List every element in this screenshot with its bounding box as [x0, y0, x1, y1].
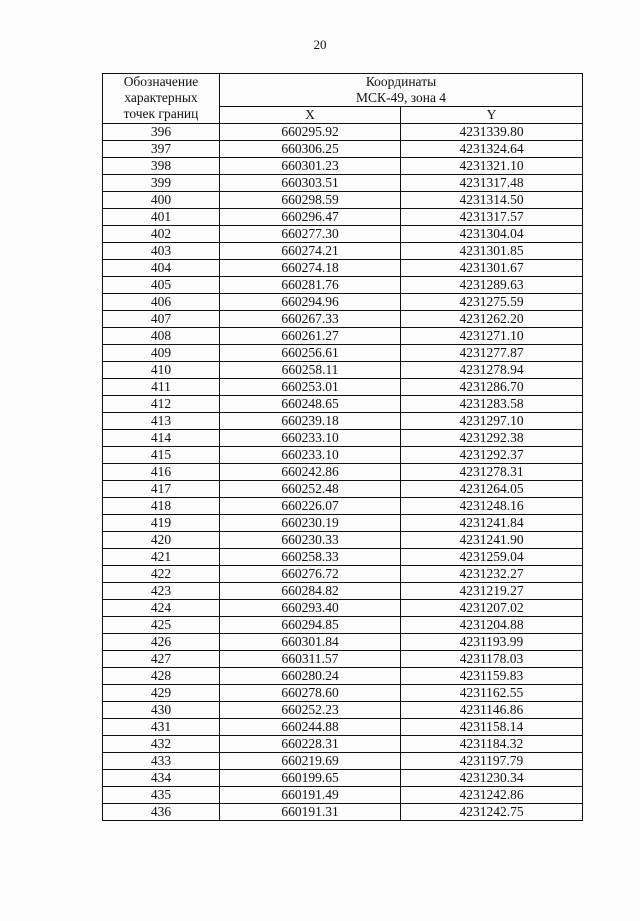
y-coordinate-cell: 4231283.58	[401, 396, 583, 413]
y-coordinate-cell: 4231178.03	[401, 651, 583, 668]
y-coordinate-cell: 4231158.14	[401, 719, 583, 736]
point-number-cell: 409	[103, 345, 220, 362]
y-coordinate-cell: 4231324.64	[401, 141, 583, 158]
y-coordinate-cell: 4231242.75	[401, 804, 583, 821]
x-coordinate-cell: 660303.51	[220, 175, 401, 192]
x-coordinate-cell: 660242.86	[220, 464, 401, 481]
table-row	[103, 515, 583, 532]
table-row	[103, 362, 583, 379]
point-number-cell: 416	[103, 464, 220, 481]
x-coordinate-cell: 660233.10	[220, 447, 401, 464]
x-coordinate-cell: 660256.61	[220, 345, 401, 362]
x-coordinate-cell: 660301.84	[220, 634, 401, 651]
x-coordinate-cell: 660296.47	[220, 209, 401, 226]
table-row	[103, 583, 583, 600]
x-coordinate-cell: 660226.07	[220, 498, 401, 515]
point-number-cell: 404	[103, 260, 220, 277]
y-coordinate-cell: 4231241.84	[401, 515, 583, 532]
x-coordinate-cell: 660252.48	[220, 481, 401, 498]
x-coordinate-cell: 660274.21	[220, 243, 401, 260]
point-number-cell: 422	[103, 566, 220, 583]
x-coordinate-cell: 660258.11	[220, 362, 401, 379]
point-header-line: характерных	[124, 90, 198, 105]
y-coordinate-cell: 4231271.10	[401, 328, 583, 345]
x-coordinate-cell: 660191.31	[220, 804, 401, 821]
table-row	[103, 753, 583, 770]
table-row	[103, 328, 583, 345]
point-header-line: Обозначение	[123, 74, 199, 89]
point-number-cell: 415	[103, 447, 220, 464]
y-coordinate-cell: 4231219.27	[401, 583, 583, 600]
x-coordinate-cell: 660301.23	[220, 158, 401, 175]
point-number-cell: 436	[103, 804, 220, 821]
x-coordinate-cell: 660219.69	[220, 753, 401, 770]
x-column-header: X	[220, 107, 401, 124]
x-coordinate-cell: 660306.25	[220, 141, 401, 158]
x-coordinate-cell: 660278.60	[220, 685, 401, 702]
y-coordinate-cell: 4231162.55	[401, 685, 583, 702]
point-number-cell: 427	[103, 651, 220, 668]
x-coordinate-cell: 660230.19	[220, 515, 401, 532]
y-coordinate-cell: 4231317.57	[401, 209, 583, 226]
table-row	[103, 379, 583, 396]
y-coordinate-cell: 4231146.86	[401, 702, 583, 719]
x-coordinate-cell: 660274.18	[220, 260, 401, 277]
x-coordinate-cell: 660261.27	[220, 328, 401, 345]
point-number-cell: 432	[103, 736, 220, 753]
table-row	[103, 311, 583, 328]
coordinates-header-line: МСК-49, зона 4	[355, 90, 447, 105]
point-number-cell: 401	[103, 209, 220, 226]
table-row	[103, 787, 583, 804]
table-row	[103, 277, 583, 294]
point-header-line: точек границ	[123, 106, 199, 121]
y-coordinate-cell: 4231278.31	[401, 464, 583, 481]
point-number-cell: 425	[103, 617, 220, 634]
y-coordinate-cell: 4231286.70	[401, 379, 583, 396]
y-coordinate-cell: 4231317.48	[401, 175, 583, 192]
point-number-cell: 429	[103, 685, 220, 702]
y-coordinate-cell: 4231184.32	[401, 736, 583, 753]
x-coordinate-cell: 660294.85	[220, 617, 401, 634]
point-number-cell: 418	[103, 498, 220, 515]
y-coordinate-cell: 4231242.86	[401, 787, 583, 804]
table-row	[103, 396, 583, 413]
x-coordinate-cell: 660281.76	[220, 277, 401, 294]
table-row	[103, 685, 583, 702]
x-coordinate-cell: 660293.40	[220, 600, 401, 617]
table-row	[103, 243, 583, 260]
point-designation-header	[103, 74, 220, 124]
table-row	[103, 447, 583, 464]
y-coordinate-cell: 4231248.16	[401, 498, 583, 515]
table-row	[103, 736, 583, 753]
table-row	[103, 804, 583, 821]
y-coordinate-cell: 4231193.99	[401, 634, 583, 651]
x-coordinate-cell: 660244.88	[220, 719, 401, 736]
table-row	[103, 566, 583, 583]
table-row	[103, 668, 583, 685]
x-coordinate-cell: 660230.33	[220, 532, 401, 549]
table-body	[103, 124, 583, 821]
x-coordinate-cell: 660280.24	[220, 668, 401, 685]
coordinates-table	[102, 73, 583, 821]
table-row	[103, 175, 583, 192]
x-coordinate-cell: 660252.23	[220, 702, 401, 719]
x-coordinate-cell: 660311.57	[220, 651, 401, 668]
table-row	[103, 600, 583, 617]
x-coordinate-cell: 660258.33	[220, 549, 401, 566]
x-coordinate-cell: 660228.31	[220, 736, 401, 753]
table-row	[103, 430, 583, 447]
point-number-cell: 434	[103, 770, 220, 787]
point-number-cell: 402	[103, 226, 220, 243]
y-coordinate-cell: 4231277.87	[401, 345, 583, 362]
table-row	[103, 226, 583, 243]
point-number-cell: 406	[103, 294, 220, 311]
table-row	[103, 209, 583, 226]
y-coordinate-cell: 4231314.50	[401, 192, 583, 209]
table-row	[103, 464, 583, 481]
y-coordinate-cell: 4231232.27	[401, 566, 583, 583]
point-number-cell: 428	[103, 668, 220, 685]
point-number-cell: 431	[103, 719, 220, 736]
point-number-cell: 399	[103, 175, 220, 192]
point-number-cell: 411	[103, 379, 220, 396]
y-coordinate-cell: 4231241.90	[401, 532, 583, 549]
x-coordinate-cell: 660298.59	[220, 192, 401, 209]
y-coordinate-cell: 4231289.63	[401, 277, 583, 294]
table-row	[103, 294, 583, 311]
y-coordinate-cell: 4231292.37	[401, 447, 583, 464]
table-row	[103, 770, 583, 787]
x-coordinate-cell: 660294.96	[220, 294, 401, 311]
table-row	[103, 141, 583, 158]
y-coordinate-cell: 4231207.02	[401, 600, 583, 617]
x-coordinate-cell: 660233.10	[220, 430, 401, 447]
point-number-cell: 414	[103, 430, 220, 447]
y-coordinate-cell: 4231339.80	[401, 124, 583, 141]
y-coordinate-cell: 4231197.79	[401, 753, 583, 770]
coordinates-header-line: Координаты	[365, 74, 437, 89]
table-header	[103, 74, 583, 124]
y-coordinate-cell: 4231159.83	[401, 668, 583, 685]
table-row	[103, 192, 583, 209]
x-coordinate-cell: 660199.65	[220, 770, 401, 787]
y-coordinate-cell: 4231292.38	[401, 430, 583, 447]
point-number-cell: 410	[103, 362, 220, 379]
table-row	[103, 124, 583, 141]
x-coordinate-cell: 660295.92	[220, 124, 401, 141]
table-row	[103, 345, 583, 362]
table-row	[103, 702, 583, 719]
x-coordinate-cell: 660253.01	[220, 379, 401, 396]
table-row	[103, 719, 583, 736]
table-row	[103, 260, 583, 277]
table-row	[103, 481, 583, 498]
table-row	[103, 498, 583, 515]
point-number-cell: 423	[103, 583, 220, 600]
page-number: 20	[313, 37, 327, 52]
point-number-cell: 433	[103, 753, 220, 770]
x-coordinate-cell: 660267.33	[220, 311, 401, 328]
point-number-cell: 419	[103, 515, 220, 532]
x-coordinate-cell: 660248.65	[220, 396, 401, 413]
y-coordinate-cell: 4231264.05	[401, 481, 583, 498]
y-coordinate-cell: 4231230.34	[401, 770, 583, 787]
y-coordinate-cell: 4231297.10	[401, 413, 583, 430]
y-coordinate-cell: 4231304.04	[401, 226, 583, 243]
point-number-cell: 413	[103, 413, 220, 430]
table-row	[103, 634, 583, 651]
x-coordinate-cell: 660191.49	[220, 787, 401, 804]
table-row	[103, 651, 583, 668]
y-coordinate-cell: 4231301.67	[401, 260, 583, 277]
point-number-cell: 420	[103, 532, 220, 549]
point-number-cell: 412	[103, 396, 220, 413]
point-number-cell: 400	[103, 192, 220, 209]
x-coordinate-cell: 660277.30	[220, 226, 401, 243]
point-number-cell: 408	[103, 328, 220, 345]
y-coordinate-cell: 4231301.85	[401, 243, 583, 260]
table-row	[103, 413, 583, 430]
y-coordinate-cell: 4231262.20	[401, 311, 583, 328]
table-row	[103, 158, 583, 175]
y-coordinate-cell: 4231275.59	[401, 294, 583, 311]
y-coordinate-cell: 4231278.94	[401, 362, 583, 379]
point-number-cell: 396	[103, 124, 220, 141]
x-coordinate-cell: 660284.82	[220, 583, 401, 600]
point-number-cell: 417	[103, 481, 220, 498]
point-number-cell: 407	[103, 311, 220, 328]
point-number-cell: 424	[103, 600, 220, 617]
point-number-cell: 403	[103, 243, 220, 260]
point-number-cell: 398	[103, 158, 220, 175]
x-coordinate-cell: 660239.18	[220, 413, 401, 430]
x-coordinate-cell: 660276.72	[220, 566, 401, 583]
point-number-cell: 426	[103, 634, 220, 651]
coordinates-header	[220, 74, 583, 107]
y-coordinate-cell: 4231259.04	[401, 549, 583, 566]
y-coordinate-cell: 4231321.10	[401, 158, 583, 175]
table-row	[103, 549, 583, 566]
y-column-header: Y	[401, 107, 583, 124]
point-number-cell: 435	[103, 787, 220, 804]
point-number-cell: 430	[103, 702, 220, 719]
table-row	[103, 617, 583, 634]
point-number-cell: 405	[103, 277, 220, 294]
y-coordinate-cell: 4231204.88	[401, 617, 583, 634]
table-row	[103, 532, 583, 549]
point-number-cell: 421	[103, 549, 220, 566]
point-number-cell: 397	[103, 141, 220, 158]
